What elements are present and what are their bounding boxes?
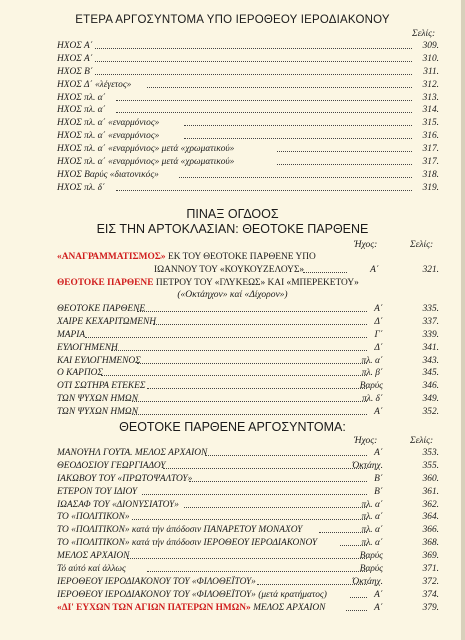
- page-edge: [461, 0, 465, 640]
- dot-leader: [147, 571, 367, 572]
- entry-mode: πλ. α΄: [361, 355, 383, 366]
- dot-leader: [95, 48, 412, 49]
- entry-title: ΘΕΟΤΟΚΕ ΠΑΡΘΕΝΕ: [57, 304, 146, 314]
- toc-row: [57, 92, 439, 105]
- entry-mode: Όκτάηχ.: [352, 460, 383, 471]
- toc-row: [57, 563, 439, 576]
- entry-mode: Βαρύς: [359, 564, 383, 575]
- toc-row: [57, 473, 439, 486]
- entry-title: ΗΧΟΣ πλ. α΄: [57, 92, 106, 103]
- toc-row: [57, 511, 439, 524]
- section2-page-header: Σελίς:: [410, 240, 434, 250]
- dot-leader: [147, 87, 412, 88]
- entry-title: ΤΟ «ΠΟΛΙΤΙΚΟΝ»: [57, 512, 130, 523]
- toc-row: [57, 406, 439, 419]
- entry-page: 337.: [422, 316, 439, 327]
- toc-row: [57, 117, 439, 130]
- entry-mode: Α΄: [374, 448, 383, 458]
- dot-leader: [95, 61, 412, 62]
- section3-page-header: Σελίς:: [410, 436, 434, 446]
- dot-leader: [179, 177, 412, 178]
- toc-row: [57, 486, 439, 499]
- entry-page: 372.: [422, 576, 439, 587]
- entry-mode: πλ. β΄: [361, 368, 383, 379]
- entry-title: ΗΧΟΣ πλ. α΄ «εναρμόνιος» μετά «χρωματικού»: [57, 157, 235, 168]
- dot-leader: [132, 414, 367, 415]
- toc-row: [57, 380, 439, 393]
- toc-row: [57, 447, 439, 460]
- entry-page: 362.: [422, 499, 439, 510]
- toc-row: [57, 393, 439, 406]
- entry-page: 353.: [422, 448, 439, 458]
- entry-page: 317.: [422, 144, 439, 155]
- toc-row: [57, 53, 439, 66]
- entry-title: Ο ΚΑΡΠΟΣ: [57, 368, 103, 379]
- entry-page: 355.: [422, 460, 439, 471]
- dot-leader: [163, 468, 367, 469]
- entry-page: 317.: [422, 157, 439, 168]
- entry-title: ΤΩΝ ΨΥΧΩΝ ΗΜΩΝ: [57, 394, 138, 405]
- entry-title: ΗΧΟΣ Β΄: [57, 66, 94, 77]
- entry-page: 364.: [422, 512, 439, 523]
- dot-leader: [277, 164, 412, 165]
- entry-title: ΗΧΟΣ πλ. α΄ «εναρμόνιος»: [57, 118, 160, 129]
- entry-title: ΤΩΝ ΨΥΧΩΝ ΗΜΩΝ: [57, 407, 138, 418]
- dot-leader: [116, 100, 412, 101]
- dot-leader: [147, 388, 367, 389]
- toc-row: [57, 104, 439, 117]
- section1-page-header: Σελίς:: [412, 29, 436, 39]
- entry-page: 309.: [422, 41, 439, 51]
- entry-page: 369.: [422, 551, 439, 562]
- entry-title: ΜΕΛΟΣ ΑΡΧΑΙΟΝ: [57, 551, 130, 562]
- entry-page: 366.: [422, 525, 439, 536]
- toc-row: [57, 316, 439, 329]
- entry-page: 312.: [422, 79, 439, 90]
- toc-row: [57, 576, 439, 589]
- dot-leader: [132, 401, 367, 402]
- dot-leader: [257, 584, 367, 585]
- toc-row: [57, 524, 439, 537]
- special-entry-theotoke: [57, 277, 439, 290]
- special-page: 321.: [422, 265, 439, 275]
- entry-title: ΙΩΑΣΑΦ ΤΟΥ «ΔΙΟΝΥΣΙΑΤΟΥ»: [57, 499, 179, 510]
- toc-row: [57, 537, 439, 550]
- entry-page: 349.: [422, 394, 439, 405]
- entry-page: 313.: [422, 92, 439, 103]
- toc-row: [57, 550, 439, 563]
- entry-mode: Βαρύς: [359, 381, 383, 392]
- toc-row: [57, 329, 439, 342]
- entry-title: ΘΕΟΔΟΣΙΟΥ ΓΕΩΡΓΙΑΔΟΥ: [57, 460, 166, 471]
- entry-page: 374.: [422, 589, 439, 600]
- section1-list: [57, 40, 439, 195]
- section3-list: [57, 447, 439, 615]
- dot-leader: [101, 375, 367, 376]
- entry-page: 361.: [422, 486, 439, 497]
- section3-mode-header: Ήχος:: [354, 436, 378, 446]
- section2-title: ΠΙΝΑΞ ΟΓΔΟΟΣ: [186, 207, 279, 221]
- dot-leader: [137, 363, 367, 364]
- entry-title: Τό αύτό καί άλλως: [57, 564, 126, 575]
- section2-subtitle: ΕΙΣ ΤΗΝ ΑΡΤΟΚΛΑΣΙΑΝ: ΘΕΟΤΟΚΕ ΠΑΡΘΕΝΕ: [96, 222, 369, 236]
- entry-page: 341.: [422, 342, 439, 353]
- entry-title: ΙΑΚΩΒΟΥ ΤΟΥ «ΠΡΩΤΟΨΑΛΤΟΥ»: [57, 473, 193, 484]
- entry-page: 343.: [422, 355, 439, 366]
- dot-leader: [184, 125, 412, 126]
- entry-mode: πλ. α΄: [361, 512, 383, 523]
- section2-list: [57, 303, 439, 419]
- entry-title: ΗΧΟΣ Βαρύς «διατονικός»: [57, 169, 159, 180]
- entry-mode: πλ. α΄: [361, 525, 383, 536]
- special-red-title: «ΑΝΑΓΡΑΜΜΑΤΙΣΜΟΣ»: [57, 252, 166, 262]
- entry-mode: πλ. α΄: [361, 538, 383, 549]
- entry-page: 346.: [422, 381, 439, 392]
- dot-leader: [137, 311, 367, 312]
- dot-leader: [132, 519, 367, 520]
- entry-mode: Βαρύς: [359, 551, 383, 562]
- toc-row: [57, 130, 439, 143]
- entry-mode: Γ΄: [374, 329, 383, 340]
- toc-row: [57, 589, 439, 602]
- entry-page: 319.: [422, 182, 439, 193]
- section3-title: ΘΕΟΤΟΚΕ ΠΑΡΘΕΝΕ ΑΡΓΟΣΥΝΤΟΜΑ:: [119, 420, 346, 434]
- entry-title: ΕΥΛΟΓΗΜΕΝΗ: [57, 342, 118, 353]
- entry-title: ΙΕΡΟΘΕΟΥ ΙΕΡΟΔΙΑΚΟΝΟΥ ΤΟΥ «ΦΙΛΟΘΕΪΤΟΥ» (μετά κρατήματος): [57, 589, 327, 600]
- toc-row: [57, 143, 439, 156]
- entry-page: 318.: [422, 169, 439, 180]
- special-text: ΠΕΤΡΟΥ ΤΟΥ «ΓΛΥΚΕΩΣ» ΚΑΙ «ΜΠΕΡΕΚΕΤΟΥ»: [153, 278, 359, 288]
- entry-mode: Α΄: [374, 407, 383, 418]
- dot-leader: [350, 597, 367, 598]
- entry-mode: Β΄: [374, 473, 383, 484]
- entry-mode: Δ΄: [374, 342, 383, 353]
- entry-title: ΜΕΛΟΣ ΑΡΧΑΙΟΝ: [250, 602, 326, 613]
- special-entry-anagrammatismos-line2: [57, 264, 439, 277]
- toc-row: [57, 499, 439, 512]
- dot-leader: [95, 74, 412, 75]
- dot-leader: [127, 558, 367, 559]
- entry-title: ΗΧΟΣ Δ΄ «λέγετος»: [57, 79, 132, 90]
- special-text: ΕΚ ΤΟΥ ΘΕΟΤΟΚΕ ΠΑΡΘΕΝΕ ΥΠΟ: [165, 252, 316, 262]
- dot-leader: [116, 112, 412, 113]
- entry-page: 310.: [422, 53, 439, 64]
- toc-row: [57, 342, 439, 355]
- entry-title: ΗΧΟΣ πλ. α΄ «εναρμόνιος» μετά «χρωματικού»: [57, 144, 235, 155]
- entry-title: ΕΤΕΡΟΝ ΤΟΥ ΙΔΙΟΥ: [57, 486, 138, 497]
- dot-leader: [184, 507, 367, 508]
- section1-title: ΕΤΕΡΑ ΑΡΓΟΣΥΝΤΟΜΑ ΥΠΟ ΙΕΡΟΘΕΟΥ ΙΕΡΟΔΙΑΚΟΝΟΥ: [75, 14, 390, 26]
- toc-row: [57, 40, 439, 53]
- toc-row: [57, 602, 439, 615]
- special-line2: ΙΩΑΝΝΟΥ ΤΟΥ «ΚΟΥΚΟΥΖΕΛΟΥΣ»: [154, 265, 305, 275]
- entry-page: 311.: [423, 66, 439, 77]
- entry-title: ΙΕΡΟΘΕΟΥ ΙΕΡΟΔΙΑΚΟΝΟΥ ΤΟΥ «ΦΙΛΟΘΕΪΤΟΥ»: [57, 576, 256, 587]
- entry-title: ΗΧΟΣ Α΄: [57, 41, 93, 51]
- entry-mode: Όκτάηχ.: [352, 576, 383, 587]
- entry-mode: πλ. α΄: [361, 499, 383, 510]
- entry-page: 352.: [422, 407, 439, 418]
- special-entry-anagrammatismos: [57, 251, 439, 264]
- entry-page: 345.: [422, 368, 439, 379]
- special-mode: Α΄: [370, 265, 379, 275]
- entry-page: 314.: [422, 105, 439, 116]
- toc-row: [57, 355, 439, 368]
- entry-page: 379.: [422, 602, 439, 613]
- dot-leader: [319, 532, 367, 533]
- entry-mode: Α΄: [374, 589, 383, 600]
- special-red-title: ΘΕΟΤΟΚΕ ΠΑΡΘΕΝΕ: [57, 278, 154, 288]
- toc-row: [57, 66, 439, 79]
- toc-row: [57, 367, 439, 380]
- entry-title: ΗΧΟΣ Α΄: [57, 53, 93, 64]
- entry-mode: Β΄: [374, 486, 383, 497]
- dot-leader: [189, 481, 367, 482]
- entry-red-title: «ΔΙ' ΕΥΧΩΝ ΤΩΝ ΑΓΙΩΝ ΠΑΤΕΡΩΝ ΗΜΩΝ»: [57, 602, 251, 613]
- entry-mode: Α΄: [374, 304, 383, 314]
- entry-page: 371.: [422, 564, 439, 575]
- toc-row: [57, 156, 439, 169]
- entry-title: ΤΟ «ΠΟΛΙΤΙΚΟΝ» κατά τήν άπόδοσιν ΙΕΡΟΘΕΟΥ ΙΕΡΟΔΙΑΚΟΝΟΥ: [57, 538, 318, 549]
- entry-page: 360.: [422, 473, 439, 484]
- entry-title: ΚΑΙ ΕΥΛΟΓΗΜΕΝΟΣ: [57, 355, 141, 366]
- entry-page: 368.: [422, 538, 439, 549]
- entry-title: ΗΧΟΣ πλ. δ΄: [57, 182, 106, 193]
- entry-page: 335.: [422, 304, 439, 314]
- entry-page: 339.: [422, 329, 439, 340]
- toc-row: [57, 182, 439, 195]
- entry-title: ΗΧΟΣ πλ. α΄: [57, 105, 106, 116]
- toc-row: [57, 169, 439, 182]
- toc-row: [57, 303, 439, 316]
- dot-leader: [116, 190, 412, 191]
- dot-leader: [153, 324, 367, 325]
- special-theotoke-line2: («Οκτάηχον» καί «Δίχορον»): [177, 290, 288, 300]
- dot-leader: [303, 272, 347, 273]
- dot-leader: [85, 337, 367, 338]
- dot-leader: [142, 494, 367, 495]
- dot-leader: [184, 138, 412, 139]
- dot-leader: [277, 151, 412, 152]
- dot-leader: [205, 455, 367, 456]
- entry-title: ΟΤΙ ΣΩΤΗΡΑ ΕΤΕΚΕΣ: [57, 381, 146, 392]
- entry-title: ΜΑΝΟΥΗΛ ΓΟΥΤΑ. ΜΕΛΟΣ ΑΡΧΑΙΟΝ: [57, 448, 208, 458]
- dot-leader: [346, 610, 367, 611]
- toc-row: [57, 460, 439, 473]
- entry-mode: Δ΄: [374, 316, 383, 327]
- dot-leader: [111, 350, 367, 351]
- entry-title: ΧΑΙΡΕ ΚΕΧΑΡΙΤΩΜΕΝΗ: [57, 316, 157, 327]
- entry-page: 315.: [422, 118, 439, 129]
- entry-mode: πλ. δ΄: [362, 394, 383, 405]
- entry-page: 316.: [422, 131, 439, 142]
- toc-row: [57, 79, 439, 92]
- section2-mode-header: Ήχος:: [354, 240, 378, 250]
- entry-title: ΜΑΡΙΑ: [57, 329, 86, 340]
- entry-title: ΤΟ «ΠΟΛΙΤΙΚΟΝ» κατά τήν άπόδοσιν ΠΑΝΑΡΕΤΟΥ ΜΟΝΑΧΟΥ: [57, 525, 303, 536]
- entry-title: ΗΧΟΣ πλ. α΄ «εναρμόνιος»: [57, 131, 160, 142]
- entry-mode: Α΄: [374, 602, 383, 613]
